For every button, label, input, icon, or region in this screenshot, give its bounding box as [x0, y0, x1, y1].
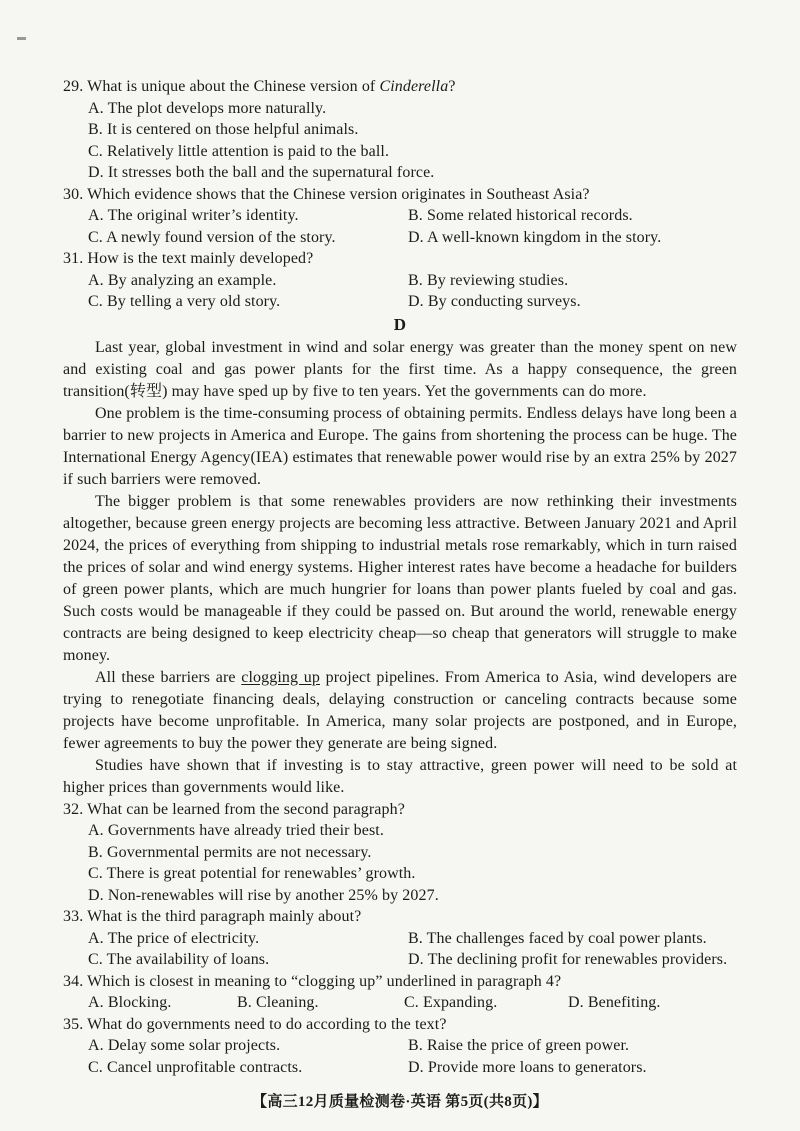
question-35-option-d: D. Provide more loans to generators.	[408, 1058, 647, 1076]
question-32-option-d: D. Non-renewables will rise by another 25% by 2027.	[88, 886, 439, 904]
question-34-option-a: A. Blocking.	[88, 994, 172, 1011]
question-33-option-d: D. The declining profit for renewables providers.	[408, 951, 728, 968]
question-34-stem	[63, 971, 737, 993]
question-30-option-d: D. A well-known kingdom in the story.	[408, 228, 662, 246]
question-31-option-d: D. By conducting surveys.	[408, 293, 581, 310]
question-30-options-row-1	[88, 205, 737, 227]
question-33-number: 33.	[63, 908, 84, 925]
question-30	[63, 184, 737, 249]
question-32-stem	[63, 799, 737, 821]
question-29-number: 29.	[63, 78, 84, 95]
question-35-number: 35.	[63, 1015, 84, 1033]
question-30-option-a: A. The original writer’s identity.	[88, 207, 299, 224]
question-31-option-c: C. By telling a very old story.	[88, 293, 281, 310]
question-29-stem-text: What is unique about the Chinese version of	[87, 78, 380, 95]
question-35-options-row-2	[88, 1057, 737, 1079]
passage-section-label: D	[393, 314, 407, 334]
question-33-options-row-2	[88, 949, 737, 971]
question-32	[63, 799, 737, 907]
question-31-option-b: B. By reviewing studies.	[408, 271, 569, 289]
question-30-options	[88, 205, 737, 248]
question-35	[63, 1014, 737, 1079]
reading-passage-d	[63, 337, 737, 799]
question-32-stem-text: What can be learned from the second paragraph?	[87, 800, 405, 818]
question-33-option-b: B. The challenges faced by coal power plants.	[408, 929, 707, 947]
question-29-stem-italic: Cinderella	[379, 78, 449, 95]
question-35-option-b: B. Raise the price of green power.	[408, 1037, 630, 1054]
passage-paragraph-4-before: All these barriers are	[95, 668, 242, 686]
question-34-stem-text: Which is closest in meaning to “clogging up” underlined in paragraph 4?	[87, 972, 562, 990]
passage-paragraph-2: One problem is the time-consuming process of obtaining permits. Endless delays have long been a barrier to new projects in America and Europe. The gains from shortening the process can be huge. The International Energy Agency(IEA) estimates that renewable power would rise by an extra 25% by 2027 if such barriers were removed.	[63, 404, 737, 488]
page-footer: 【高三12月质量检测卷·英语 第5页(共8页)】	[252, 1094, 548, 1110]
passage-paragraph-4-underlined-phrase: clogging up	[241, 668, 320, 686]
question-30-stem-text: Which evidence shows that the Chinese version originates in Southeast Asia?	[87, 185, 590, 203]
passage-paragraph-4	[63, 667, 737, 755]
question-31-stem	[63, 248, 737, 270]
question-33-options-row-1	[88, 928, 737, 950]
question-29-stem	[63, 76, 737, 98]
question-34-option-c: C. Expanding.	[404, 994, 498, 1011]
question-35-option-a: A. Delay some solar projects.	[88, 1037, 281, 1054]
question-32-option-b: B. Governmental permits are not necessary.	[88, 843, 372, 861]
question-29-option-d: D. It stresses both the ball and the supernatural force.	[88, 164, 435, 181]
question-31-options	[88, 270, 737, 313]
question-32-option-c: C. There is great potential for renewables’ growth.	[88, 865, 416, 882]
passage-paragraph-1: Last year, global investment in wind and solar energy was greater than the money spent on new and existing coal and gas power plants for the first time. As a happy consequence, the green transition(转型) may have sped up by five to ten years. Yet the governments can do more.	[63, 338, 737, 400]
question-29-stem-end: ?	[448, 78, 456, 95]
question-29-options	[88, 98, 737, 184]
question-30-stem	[63, 184, 737, 206]
question-34-number: 34.	[63, 972, 84, 990]
question-32-options	[88, 820, 737, 906]
question-33-option-a: A. The price of electricity.	[88, 929, 260, 947]
passage-paragraph-3: The bigger problem is that some renewables providers are now rethinking their investments altogether, because green energy projects are becoming less attractive. Between January 2021 and April 2024, the prices of everything from shipping to industrial metals rose remarkably, which in turn raised the prices of solar and wind energy systems. Higher interest rates have become a headache for builders of green power plants, which are much hungrier for loans than power plants fueled by coal and gas. Such costs would be manageable if they could be passed on. But around the world, renewable energy contracts are being designed to keep electricity cheap—so cheap that generators will struggle to make money.	[63, 492, 737, 664]
question-35-stem-text: What do governments need to do according to the text?	[87, 1015, 447, 1033]
question-29-option-c: C. Relatively little attention is paid to the ball.	[88, 142, 390, 160]
question-35-options-row-1	[88, 1035, 737, 1057]
question-33-option-c: C. The availability of loans.	[88, 951, 270, 968]
passage-paragraph-5: Studies have shown that if investing is to stay attractive, green power will need to be sold at higher prices than governments would like.	[63, 756, 737, 796]
question-33-options	[88, 928, 737, 971]
question-31-option-a: A. By analyzing an example.	[88, 271, 277, 289]
question-29-option-b: B. It is centered on those helpful animals.	[88, 121, 359, 138]
question-35-options	[88, 1035, 737, 1078]
question-32-number: 32.	[63, 800, 84, 818]
scan-artifact-mark	[17, 37, 26, 40]
question-34-options-row	[88, 992, 737, 1014]
passage-paragraph-4-after: project pipelines. From America to Asia, wind developers are trying to renegotiate financing deals, delaying construction or canceling contracts because some projects have become unprofitable. In America, many solar projects are postponed, and in Europe, fewer agreements to buy the power they generate are being signed.	[63, 668, 737, 752]
question-30-options-row-2	[88, 227, 737, 249]
question-29	[63, 76, 737, 184]
question-33-stem-text: What is the third paragraph mainly about?	[87, 908, 362, 925]
question-35-stem	[63, 1014, 737, 1036]
question-29-option-a: A. The plot develops more naturally.	[88, 99, 327, 117]
question-31-options-row-2	[88, 291, 737, 313]
question-34-options	[88, 992, 737, 1014]
question-30-option-b: B. Some related historical records.	[408, 207, 633, 224]
question-33-stem	[63, 906, 737, 928]
question-31-options-row-1	[88, 270, 737, 292]
question-35-option-c: C. Cancel unprofitable contracts.	[88, 1058, 303, 1076]
question-31-number: 31.	[63, 250, 84, 267]
question-34-option-d: D. Benefiting.	[568, 994, 661, 1011]
question-30-number: 30.	[63, 185, 84, 203]
question-34	[63, 971, 737, 1014]
question-33	[63, 906, 737, 971]
question-32-option-a: A. Governments have already tried their best.	[88, 822, 384, 839]
question-34-option-b: B. Cleaning.	[237, 994, 319, 1011]
question-31-stem-text: How is the text mainly developed?	[87, 250, 314, 267]
question-30-option-c: C. A newly found version of the story.	[88, 228, 336, 246]
question-31	[63, 248, 737, 313]
